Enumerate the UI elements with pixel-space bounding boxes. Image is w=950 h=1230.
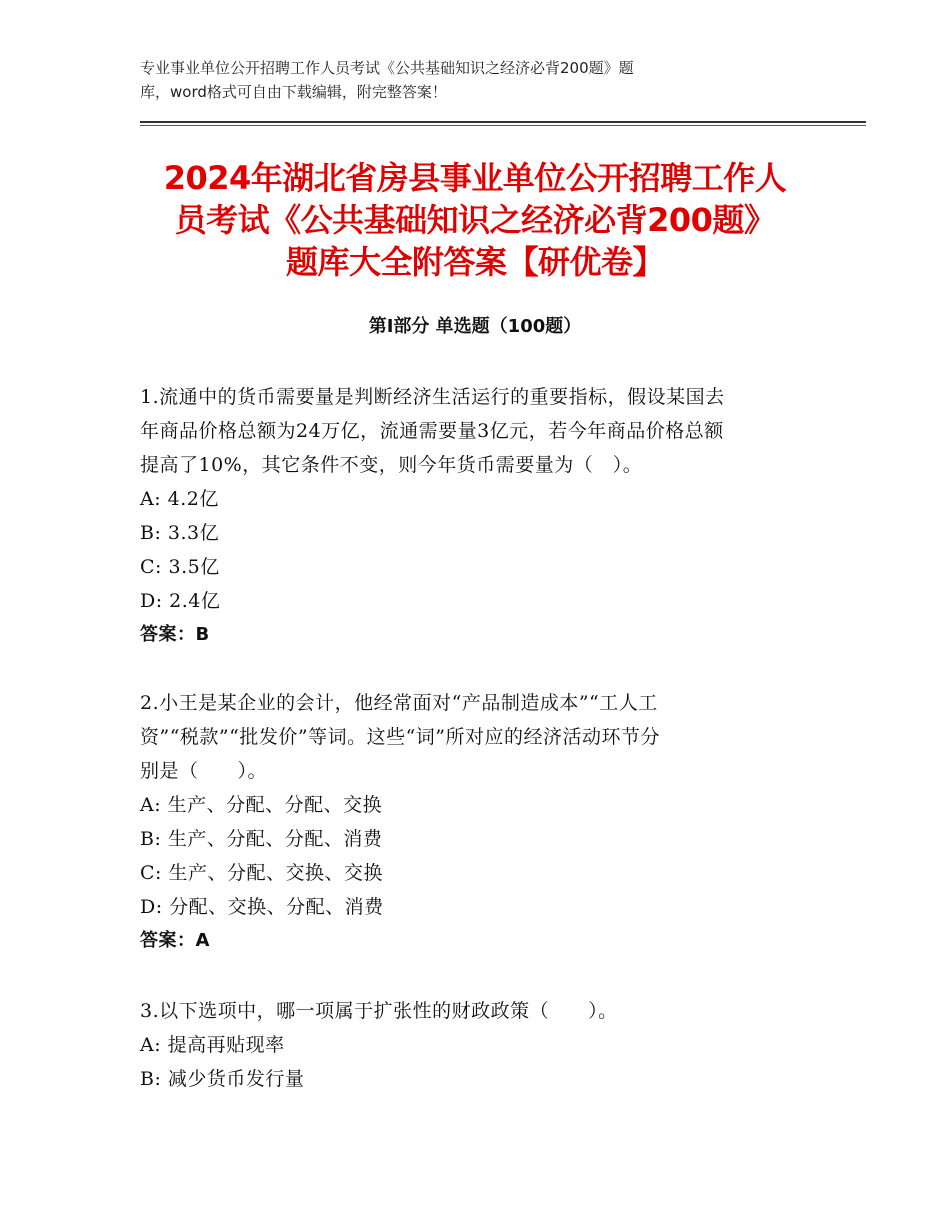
option-d: D: 分配、交换、分配、消费 bbox=[140, 896, 384, 918]
option-d: D: 2.4亿 bbox=[140, 590, 221, 612]
header-line-2: 库，word格式可自由下载编辑，附完整答案！ bbox=[140, 83, 447, 101]
question-stem-line: 2.小王是某企业的会计，他经常面对“产品制造成本”“工人工 bbox=[140, 692, 658, 714]
option-c: C: 3.5亿 bbox=[140, 556, 220, 578]
section-title: 第Ⅰ部分 单选题（100题） bbox=[368, 316, 582, 337]
question-2 bbox=[140, 686, 820, 958]
question-stem-line: 3.以下选项中，哪一项属于扩张性的财政政策（ ）。 bbox=[140, 1000, 618, 1022]
document-title bbox=[120, 157, 830, 283]
option-c: C: 生产、分配、交换、交换 bbox=[140, 862, 383, 884]
option-a: A: 提高再贴现率 bbox=[140, 1034, 285, 1056]
option-b: B: 3.3亿 bbox=[140, 522, 220, 544]
header-divider-thin bbox=[140, 125, 866, 126]
option-b: B: 减少货币发行量 bbox=[140, 1068, 305, 1090]
question-stem-line: 提高了10%，其它条件不变，则今年货币需要量为（ ）。 bbox=[140, 454, 643, 476]
title-line-2: 员考试《公共基础知识之经济必背200题》 bbox=[174, 201, 776, 239]
question-stem-line: 别是（ ）。 bbox=[140, 760, 268, 782]
header-divider-thick bbox=[140, 121, 866, 123]
question-stem-line: 1.流通中的货币需要量是判断经济生活运行的重要指标，假设某国去 bbox=[140, 386, 725, 408]
title-line-1: 2024年湖北省房县事业单位公开招聘工作人 bbox=[163, 159, 787, 197]
answer: 答案：B bbox=[140, 624, 210, 645]
question-stem-line: 年商品价格总额为24万亿，流通需要量3亿元，若今年商品价格总额 bbox=[140, 420, 724, 442]
option-a: A: 生产、分配、分配、交换 bbox=[140, 794, 383, 816]
title-line-3: 题库大全附答案【研优卷】 bbox=[285, 243, 664, 281]
question-3 bbox=[140, 994, 820, 1096]
question-stem-line: 资”“税款”“批发价”等词。这些“词”所对应的经济活动环节分 bbox=[140, 726, 660, 748]
option-a: A: 4.2亿 bbox=[140, 488, 219, 510]
option-b: B: 生产、分配、分配、消费 bbox=[140, 828, 383, 850]
question-1 bbox=[140, 380, 820, 652]
document-header bbox=[140, 56, 840, 104]
header-line-1: 专业事业单位公开招聘工作人员考试《公共基础知识之经济必背200题》题 bbox=[140, 59, 634, 77]
answer: 答案：A bbox=[140, 930, 210, 951]
